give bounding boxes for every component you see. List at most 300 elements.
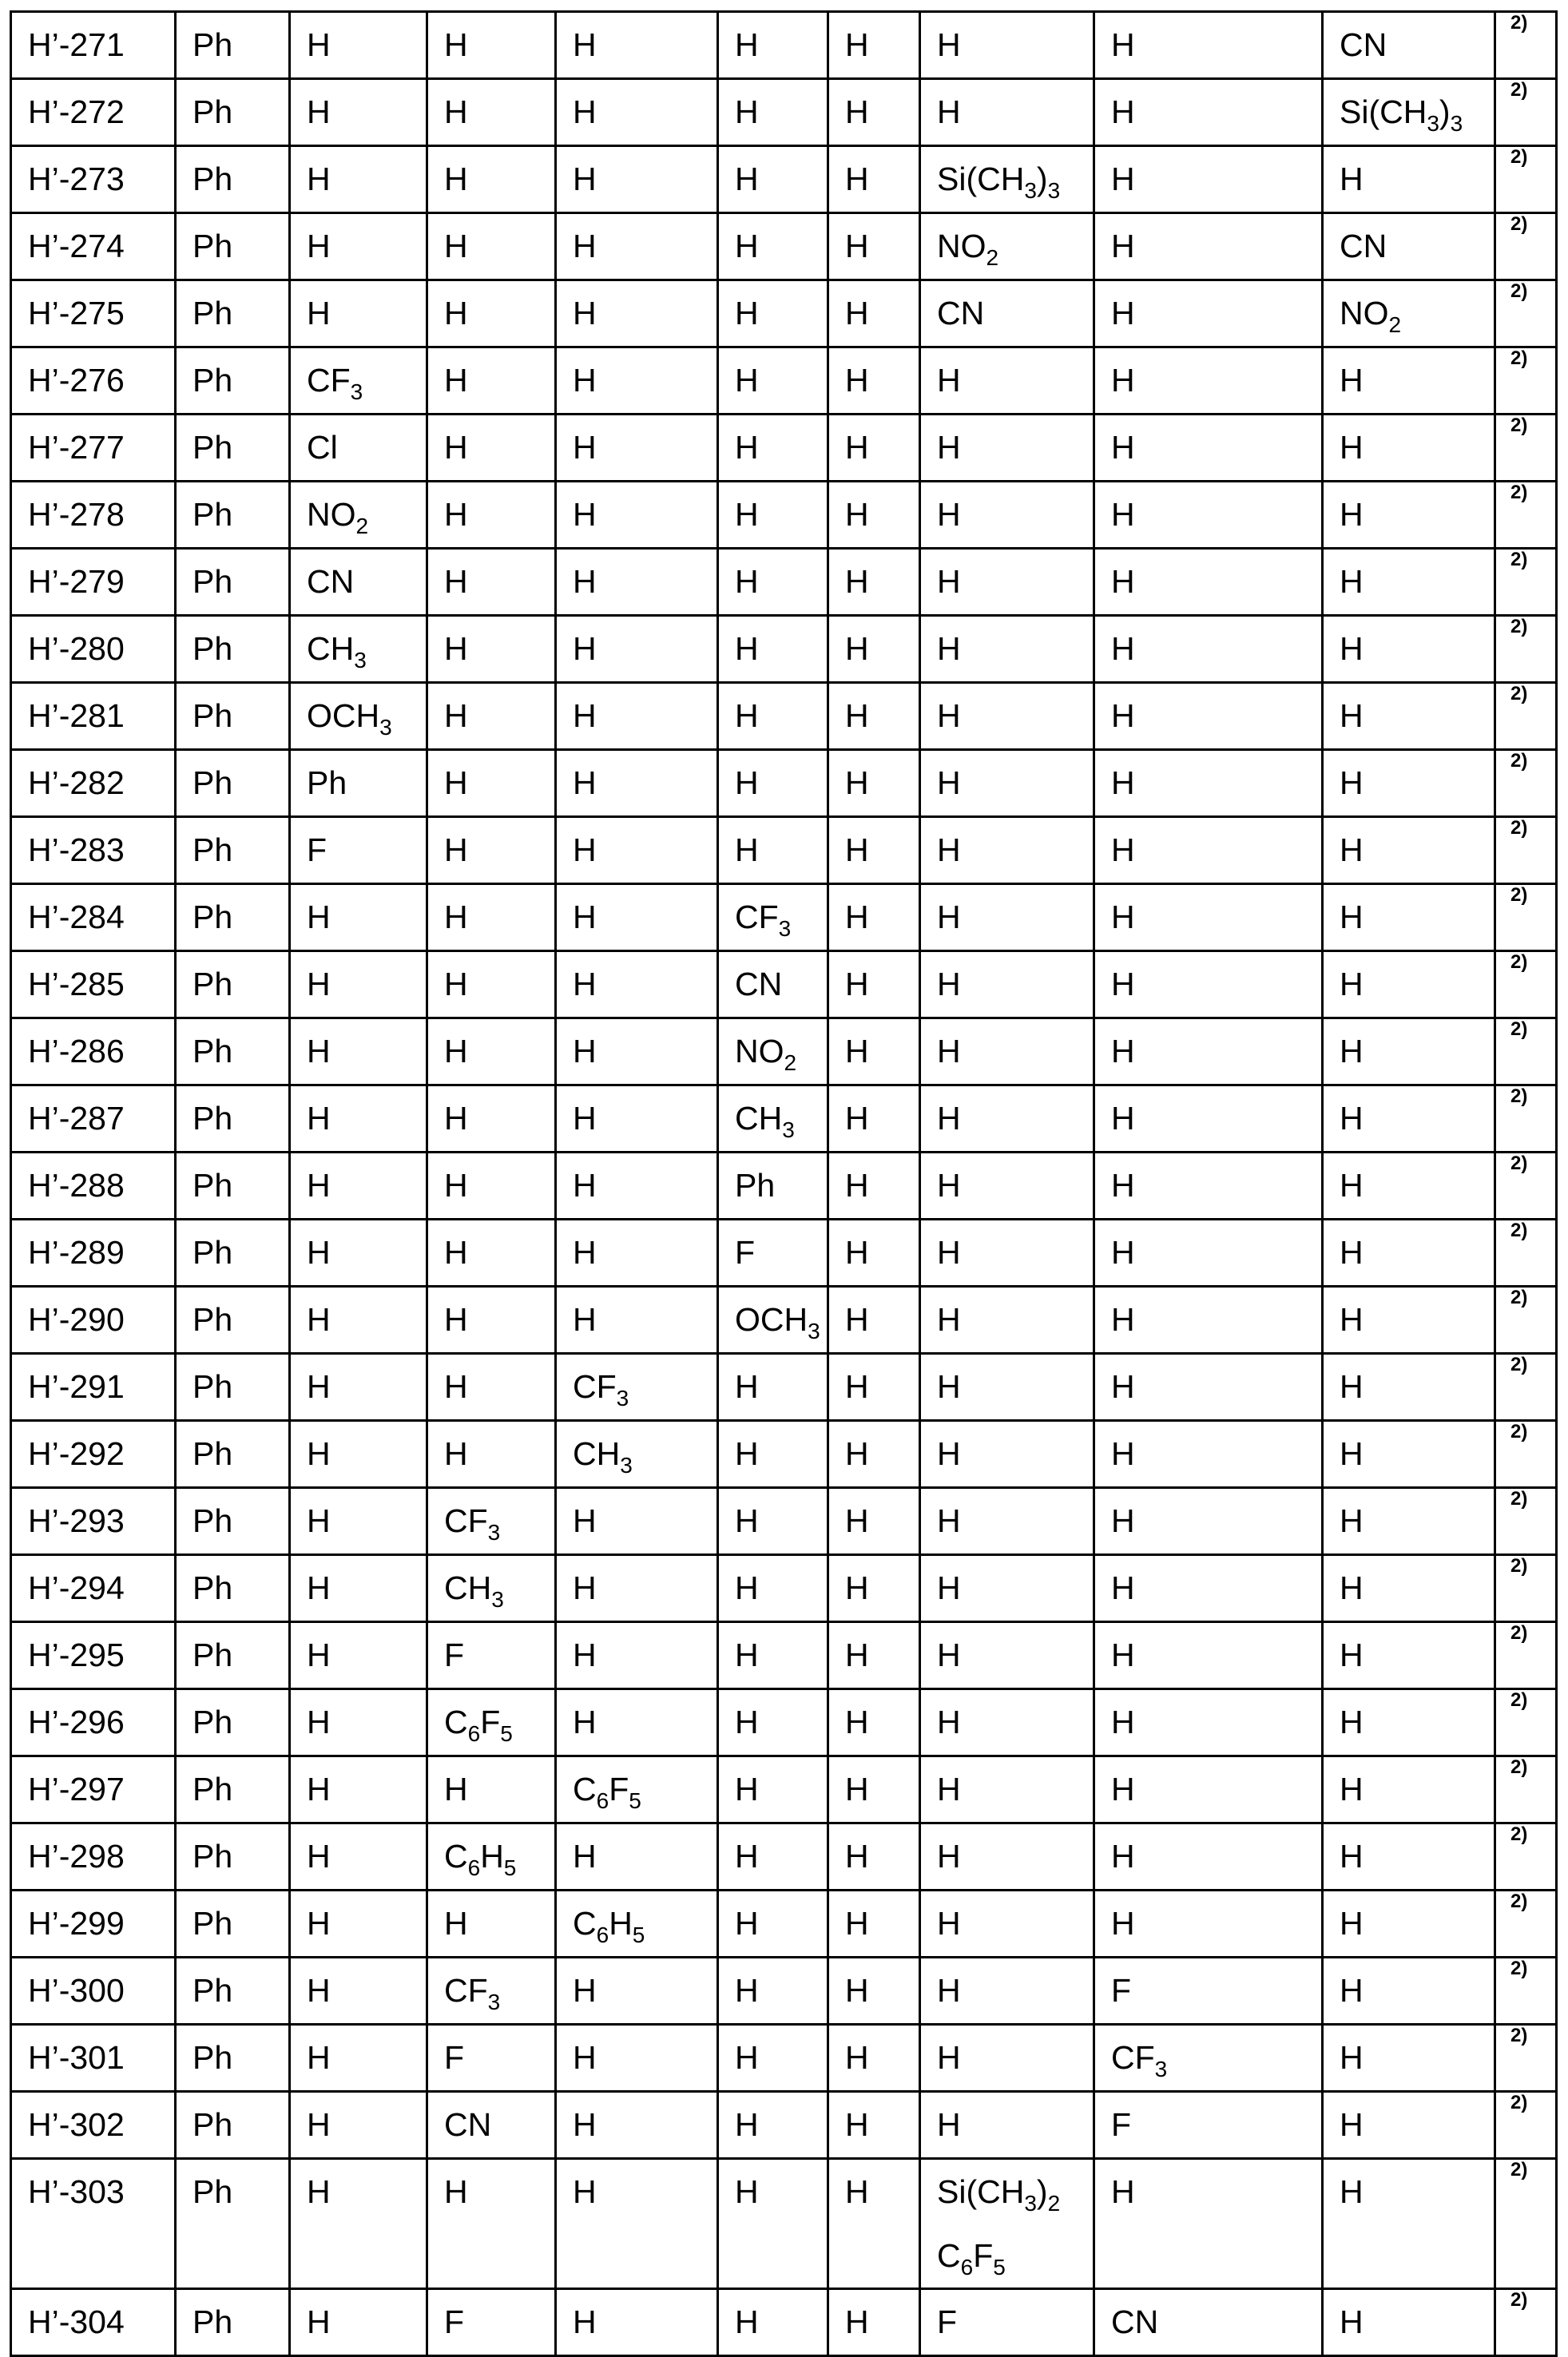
substituent-cell: Ph — [176, 280, 290, 347]
substituent-cell: H — [427, 482, 556, 549]
table-row — [11, 1958, 1557, 2025]
compound-id-cell: H’-271 — [11, 12, 176, 79]
substituent-cell: H — [290, 1555, 427, 1622]
substituent-cell: H — [290, 1823, 427, 1891]
substituent-cell: H — [1323, 2092, 1495, 2159]
substituent-cell: H — [556, 1287, 718, 1354]
substituent-cell: H — [1323, 1823, 1495, 1891]
substituent-cell: H — [427, 2159, 556, 2289]
substituent-cell: H — [1094, 1823, 1323, 1891]
substituent-cell: H — [556, 1085, 718, 1153]
substituent-cell: H — [556, 549, 718, 616]
substituent-cell: CN — [1323, 213, 1495, 280]
substituent-cell: H — [556, 2092, 718, 2159]
substituent-cell: $Si(CH_3)_3$ — [1323, 79, 1495, 146]
substituent-cell: H — [290, 1153, 427, 1220]
substituent-cell: H — [828, 1153, 920, 1220]
footnote-mark: 2) — [1495, 1421, 1557, 1488]
substituent-cell: H — [718, 616, 828, 683]
substituent-cell: H — [1094, 79, 1323, 146]
substituent-cell: H — [1094, 1891, 1323, 1958]
compound-id-cell: H’-300 — [11, 1958, 176, 2025]
compound-id-cell: H’-304 — [11, 2289, 176, 2356]
substituent-cell: H — [718, 1756, 828, 1823]
substituent-cell: H — [1094, 1153, 1323, 1220]
substituent-cell: H — [828, 549, 920, 616]
substituent-cell: H — [828, 1689, 920, 1756]
substituent-cell: H — [427, 1153, 556, 1220]
substituent-cell: H — [920, 347, 1094, 415]
substituent-cell: H — [556, 884, 718, 951]
substituent-cell: $C_6F_5$ — [427, 1689, 556, 1756]
substituent-cell: H — [1094, 683, 1323, 750]
substituent-cell: H — [556, 1689, 718, 1756]
substituent-cell: H — [920, 2025, 1094, 2092]
substituent-cell: Ph — [176, 146, 290, 213]
substituent-cell: Ph — [176, 1018, 290, 1085]
substituent-cell: CN — [1094, 2289, 1323, 2356]
substituent-cell: H — [828, 415, 920, 482]
substituent-cell: H — [828, 1622, 920, 1689]
table-row — [11, 951, 1557, 1018]
substituent-cell: H — [427, 1085, 556, 1153]
substituent-cell: H — [1323, 1085, 1495, 1153]
table-row — [11, 280, 1557, 347]
substituent-cell: Ph — [176, 1823, 290, 1891]
table-row — [11, 1891, 1557, 1958]
substituent-cell: Ph — [176, 884, 290, 951]
substituent-cell: CN — [1323, 12, 1495, 79]
footnote-mark: 2) — [1495, 1488, 1557, 1555]
substituent-cell: H — [1323, 415, 1495, 482]
substituent-cell: H — [718, 79, 828, 146]
substituent-cell: H — [556, 213, 718, 280]
substituent-cell: H — [828, 347, 920, 415]
substituent-cell: $NO_2$ — [920, 213, 1094, 280]
substituent-cell: F — [1094, 1958, 1323, 2025]
table-row — [11, 79, 1557, 146]
substituent-cell: H — [556, 280, 718, 347]
substituent-cell: H — [290, 1018, 427, 1085]
substituent-cell: H — [1323, 1689, 1495, 1756]
compound-id-cell: H’-278 — [11, 482, 176, 549]
substituent-cell: H — [718, 1555, 828, 1622]
substituent-cell: H — [718, 347, 828, 415]
substituent-cell: $NO_2$ — [290, 482, 427, 549]
compound-id-cell: H’-273 — [11, 146, 176, 213]
substituent-cell: H — [718, 2159, 828, 2289]
substituent-cell: H — [1094, 2159, 1323, 2289]
table-row — [11, 2025, 1557, 2092]
compound-id-cell: H’-288 — [11, 1153, 176, 1220]
substituent-cell: $CF_3$ — [1094, 2025, 1323, 2092]
footnote-mark: 2) — [1495, 347, 1557, 415]
substituent-cell: Ph — [176, 2159, 290, 2289]
substituent-cell: H — [290, 1891, 427, 1958]
substituent-cell: H — [1094, 1756, 1323, 1823]
substituent-cell: Ph — [176, 951, 290, 1018]
table-row — [11, 1555, 1557, 1622]
substituent-cell: H — [556, 1488, 718, 1555]
substituent-cell: $NO_2$ — [1323, 280, 1495, 347]
substituent-cell: Ph — [176, 1421, 290, 1488]
footnote-mark: 2) — [1495, 1756, 1557, 1823]
substituent-cell: H — [1323, 2025, 1495, 2092]
substituent-cell: H — [427, 280, 556, 347]
substituent-cell: Ph — [176, 213, 290, 280]
substituent-cell: H — [556, 1555, 718, 1622]
compound-id-cell: H’-289 — [11, 1220, 176, 1287]
compound-id-cell: H’-285 — [11, 951, 176, 1018]
substituent-cell: H — [1094, 1555, 1323, 1622]
substituent-cell: H — [828, 817, 920, 884]
substituent-cell: H — [1323, 817, 1495, 884]
table-row — [11, 1823, 1557, 1891]
compound-id-cell: H’-272 — [11, 79, 176, 146]
substituent-cell: H — [1094, 549, 1323, 616]
substituent-cell: H — [718, 415, 828, 482]
substituent-cell: Ph — [176, 1085, 290, 1153]
footnote-mark: 2) — [1495, 1958, 1557, 2025]
substituent-cell: H — [1323, 1958, 1495, 2025]
substituent-cell: H — [427, 1421, 556, 1488]
substituent-cell: Ph — [176, 12, 290, 79]
substituent-cell: H — [920, 1891, 1094, 1958]
table-row — [11, 415, 1557, 482]
compound-id-cell: H’-303 — [11, 2159, 176, 2289]
substituent-cell: H — [427, 1756, 556, 1823]
substituent-cell: Ph — [176, 683, 290, 750]
substituent-cell: H — [556, 1958, 718, 2025]
footnote-mark: 2) — [1495, 146, 1557, 213]
table-row — [11, 1622, 1557, 1689]
substituent-cell: H — [828, 482, 920, 549]
substituent-cell: H — [920, 79, 1094, 146]
substituent-cell: H — [427, 616, 556, 683]
substituent-cell: $C_6H_5$ — [427, 1823, 556, 1891]
compound-id-cell: H’-294 — [11, 1555, 176, 1622]
table-row — [11, 213, 1557, 280]
substituent-cell: H — [1094, 1622, 1323, 1689]
footnote-mark: 2) — [1495, 1287, 1557, 1354]
substituent-cell: $Si(CH_3)_2$ $C_6F_5$ — [920, 2159, 1094, 2289]
substituent-cell: H — [1094, 213, 1323, 280]
substituent-cell: H — [290, 2025, 427, 2092]
substituent-cell: $CF_3$ — [718, 884, 828, 951]
substituent-cell: H — [920, 884, 1094, 951]
substituent-cell: H — [718, 1622, 828, 1689]
compound-id-cell: H’-286 — [11, 1018, 176, 1085]
substituent-cell: H — [290, 2289, 427, 2356]
substituent-cell: $OCH_3$ — [290, 683, 427, 750]
substituent-cell: H — [556, 415, 718, 482]
substituent-cell: H — [427, 884, 556, 951]
substituent-cell: H — [718, 2092, 828, 2159]
substituent-cell: H — [1323, 1421, 1495, 1488]
substituent-cell: H — [920, 415, 1094, 482]
compound-table — [10, 10, 1558, 2357]
substituent-cell: H — [1323, 1622, 1495, 1689]
substituent-cell: H — [718, 280, 828, 347]
substituent-cell: H — [828, 213, 920, 280]
substituent-cell: Ph — [176, 1153, 290, 1220]
substituent-cell: F — [920, 2289, 1094, 2356]
substituent-cell: H — [718, 1421, 828, 1488]
footnote-mark: 2) — [1495, 1085, 1557, 1153]
substituent-cell: H — [427, 817, 556, 884]
compound-id-cell: H’-283 — [11, 817, 176, 884]
compound-id-cell: H’-295 — [11, 1622, 176, 1689]
substituent-cell: H — [828, 1823, 920, 1891]
footnote-mark: 2) — [1495, 951, 1557, 1018]
substituent-cell: F — [427, 2025, 556, 2092]
substituent-cell: H — [290, 1220, 427, 1287]
substituent-cell: H — [718, 12, 828, 79]
substituent-cell: $CH_3$ — [718, 1085, 828, 1153]
substituent-cell: H — [1094, 347, 1323, 415]
substituent-cell: F — [1094, 2092, 1323, 2159]
table-row — [11, 1220, 1557, 1287]
substituent-cell: H — [427, 79, 556, 146]
compound-id-cell: H’-282 — [11, 750, 176, 817]
footnote-mark: 2) — [1495, 280, 1557, 347]
substituent-cell: Cl — [290, 415, 427, 482]
substituent-cell: H — [556, 12, 718, 79]
table-row — [11, 1287, 1557, 1354]
substituent-cell: H — [290, 1488, 427, 1555]
substituent-cell: Ph — [718, 1153, 828, 1220]
footnote-mark: 2) — [1495, 750, 1557, 817]
substituent-cell: H — [920, 1622, 1094, 1689]
table-row — [11, 1153, 1557, 1220]
substituent-cell: H — [1323, 1756, 1495, 1823]
substituent-cell: Ph — [176, 616, 290, 683]
substituent-cell: H — [828, 616, 920, 683]
substituent-cell: H — [556, 2025, 718, 2092]
substituent-cell: H — [828, 1891, 920, 1958]
footnote-mark: 2) — [1495, 213, 1557, 280]
substituent-cell: H — [556, 2159, 718, 2289]
substituent-cell: H — [1323, 549, 1495, 616]
table-row — [11, 12, 1557, 79]
substituent-cell: H — [718, 1891, 828, 1958]
footnote-mark: 2) — [1495, 1823, 1557, 1891]
substituent-cell: H — [828, 1085, 920, 1153]
substituent-cell: H — [920, 549, 1094, 616]
substituent-cell: H — [718, 1823, 828, 1891]
substituent-cell: H — [1094, 1220, 1323, 1287]
substituent-cell: H — [920, 1085, 1094, 1153]
substituent-cell: H — [1094, 817, 1323, 884]
compound-table-body — [11, 12, 1557, 2356]
substituent-cell: H — [828, 1756, 920, 1823]
footnote-mark: 2) — [1495, 616, 1557, 683]
table-row — [11, 482, 1557, 549]
footnote-mark: 2) — [1495, 1354, 1557, 1421]
substituent-cell: H — [1323, 1153, 1495, 1220]
substituent-cell: H — [920, 1287, 1094, 1354]
substituent-cell: H — [828, 2092, 920, 2159]
table-row — [11, 2159, 1557, 2289]
substituent-cell: Ph — [290, 750, 427, 817]
substituent-cell: F — [427, 1622, 556, 1689]
substituent-cell: $NO_2$ — [718, 1018, 828, 1085]
substituent-cell: H — [1323, 1220, 1495, 1287]
table-row — [11, 1354, 1557, 1421]
substituent-cell: Ph — [176, 549, 290, 616]
substituent-cell: H — [718, 1488, 828, 1555]
substituent-cell: $CF_3$ — [290, 347, 427, 415]
substituent-cell: $Si(CH_3)_3$ — [920, 146, 1094, 213]
substituent-cell: H — [828, 280, 920, 347]
footnote-mark: 2) — [1495, 817, 1557, 884]
substituent-cell: Ph — [176, 2289, 290, 2356]
substituent-cell: H — [718, 750, 828, 817]
substituent-cell: H — [828, 750, 920, 817]
substituent-cell: Ph — [176, 1488, 290, 1555]
compound-id-cell: H’-284 — [11, 884, 176, 951]
substituent-cell: H — [427, 1287, 556, 1354]
substituent-cell: Ph — [176, 1756, 290, 1823]
substituent-cell: CN — [718, 951, 828, 1018]
substituent-cell: H — [718, 1354, 828, 1421]
substituent-cell: H — [1323, 2289, 1495, 2356]
substituent-cell: H — [828, 1421, 920, 1488]
substituent-cell: H — [1323, 146, 1495, 213]
substituent-cell: H — [718, 2025, 828, 2092]
substituent-cell: H — [718, 146, 828, 213]
footnote-mark: 2) — [1495, 1891, 1557, 1958]
substituent-cell: H — [556, 482, 718, 549]
substituent-cell: Ph — [176, 1354, 290, 1421]
compound-id-cell: H’-280 — [11, 616, 176, 683]
substituent-cell: H — [828, 951, 920, 1018]
substituent-cell: H — [556, 79, 718, 146]
footnote-mark: 2) — [1495, 12, 1557, 79]
substituent-cell: H — [290, 1756, 427, 1823]
substituent-cell: H — [556, 1622, 718, 1689]
substituent-cell: H — [1094, 482, 1323, 549]
substituent-cell: H — [1323, 1018, 1495, 1085]
substituent-cell: Ph — [176, 2092, 290, 2159]
footnote-mark: 2) — [1495, 1018, 1557, 1085]
footnote-mark: 2) — [1495, 683, 1557, 750]
substituent-cell: H — [1323, 1354, 1495, 1421]
footnote-mark: 2) — [1495, 79, 1557, 146]
substituent-cell: $CH_3$ — [290, 616, 427, 683]
footnote-mark: 2) — [1495, 1555, 1557, 1622]
table-row — [11, 817, 1557, 884]
substituent-cell: H — [427, 12, 556, 79]
substituent-cell: H — [427, 1018, 556, 1085]
compound-id-cell: H’-274 — [11, 213, 176, 280]
substituent-cell: H — [427, 146, 556, 213]
compound-id-cell: H’-297 — [11, 1756, 176, 1823]
substituent-cell: CN — [290, 549, 427, 616]
table-row — [11, 750, 1557, 817]
substituent-cell: H — [828, 884, 920, 951]
compound-id-cell: H’-281 — [11, 683, 176, 750]
substituent-cell: H — [556, 1823, 718, 1891]
substituent-cell: Ph — [176, 482, 290, 549]
substituent-cell: H — [828, 1958, 920, 2025]
footnote-mark: 2) — [1495, 2025, 1557, 2092]
compound-id-cell: H’-290 — [11, 1287, 176, 1354]
substituent-cell: H — [828, 1555, 920, 1622]
compound-id-cell: H’-275 — [11, 280, 176, 347]
substituent-cell: $CH_3$ — [427, 1555, 556, 1622]
substituent-cell: H — [1323, 1555, 1495, 1622]
table-row — [11, 2289, 1557, 2356]
substituent-cell: H — [290, 1287, 427, 1354]
substituent-cell: $CF_3$ — [427, 1958, 556, 2025]
substituent-cell: H — [920, 2092, 1094, 2159]
substituent-cell: H — [290, 1354, 427, 1421]
substituent-cell: H — [1094, 750, 1323, 817]
substituent-cell: H — [556, 616, 718, 683]
table-row — [11, 884, 1557, 951]
substituent-cell: H — [828, 2025, 920, 2092]
substituent-cell: H — [920, 1823, 1094, 1891]
substituent-cell: H — [290, 1622, 427, 1689]
substituent-cell: H — [1094, 884, 1323, 951]
substituent-cell: H — [718, 213, 828, 280]
substituent-cell: H — [1323, 1891, 1495, 1958]
substituent-cell: H — [1094, 1354, 1323, 1421]
substituent-cell: H — [1094, 616, 1323, 683]
substituent-cell: H — [920, 1421, 1094, 1488]
footnote-mark: 2) — [1495, 1153, 1557, 1220]
table-row — [11, 683, 1557, 750]
substituent-cell: H — [556, 1220, 718, 1287]
substituent-cell: CN — [427, 2092, 556, 2159]
substituent-cell: H — [828, 12, 920, 79]
substituent-cell: H — [920, 1555, 1094, 1622]
substituent-cell: Ph — [176, 1958, 290, 2025]
substituent-cell: H — [290, 2092, 427, 2159]
substituent-cell: H — [427, 951, 556, 1018]
substituent-cell: H — [290, 1958, 427, 2025]
substituent-cell: H — [828, 683, 920, 750]
substituent-cell: H — [1323, 884, 1495, 951]
substituent-cell: H — [427, 415, 556, 482]
substituent-cell: H — [1094, 1287, 1323, 1354]
substituent-cell: H — [427, 347, 556, 415]
substituent-cell: H — [828, 79, 920, 146]
substituent-cell: H — [556, 951, 718, 1018]
footnote-mark: 2) — [1495, 482, 1557, 549]
compound-id-cell: H’-291 — [11, 1354, 176, 1421]
compound-id-cell: H’-292 — [11, 1421, 176, 1488]
substituent-cell: H — [290, 79, 427, 146]
substituent-cell: H — [920, 1018, 1094, 1085]
substituent-cell: Ph — [176, 1220, 290, 1287]
compound-id-cell: H’-287 — [11, 1085, 176, 1153]
substituent-cell: H — [1094, 1689, 1323, 1756]
table-row — [11, 616, 1557, 683]
substituent-cell: H — [1323, 482, 1495, 549]
substituent-cell: Ph — [176, 1891, 290, 1958]
substituent-cell: Ph — [176, 1622, 290, 1689]
substituent-cell: Ph — [176, 1287, 290, 1354]
substituent-cell: H — [920, 1756, 1094, 1823]
substituent-cell: H — [920, 750, 1094, 817]
substituent-cell: Ph — [176, 1555, 290, 1622]
substituent-cell: H — [290, 1421, 427, 1488]
substituent-cell: Ph — [176, 817, 290, 884]
substituent-cell: H — [290, 1689, 427, 1756]
substituent-cell: H — [828, 2289, 920, 2356]
